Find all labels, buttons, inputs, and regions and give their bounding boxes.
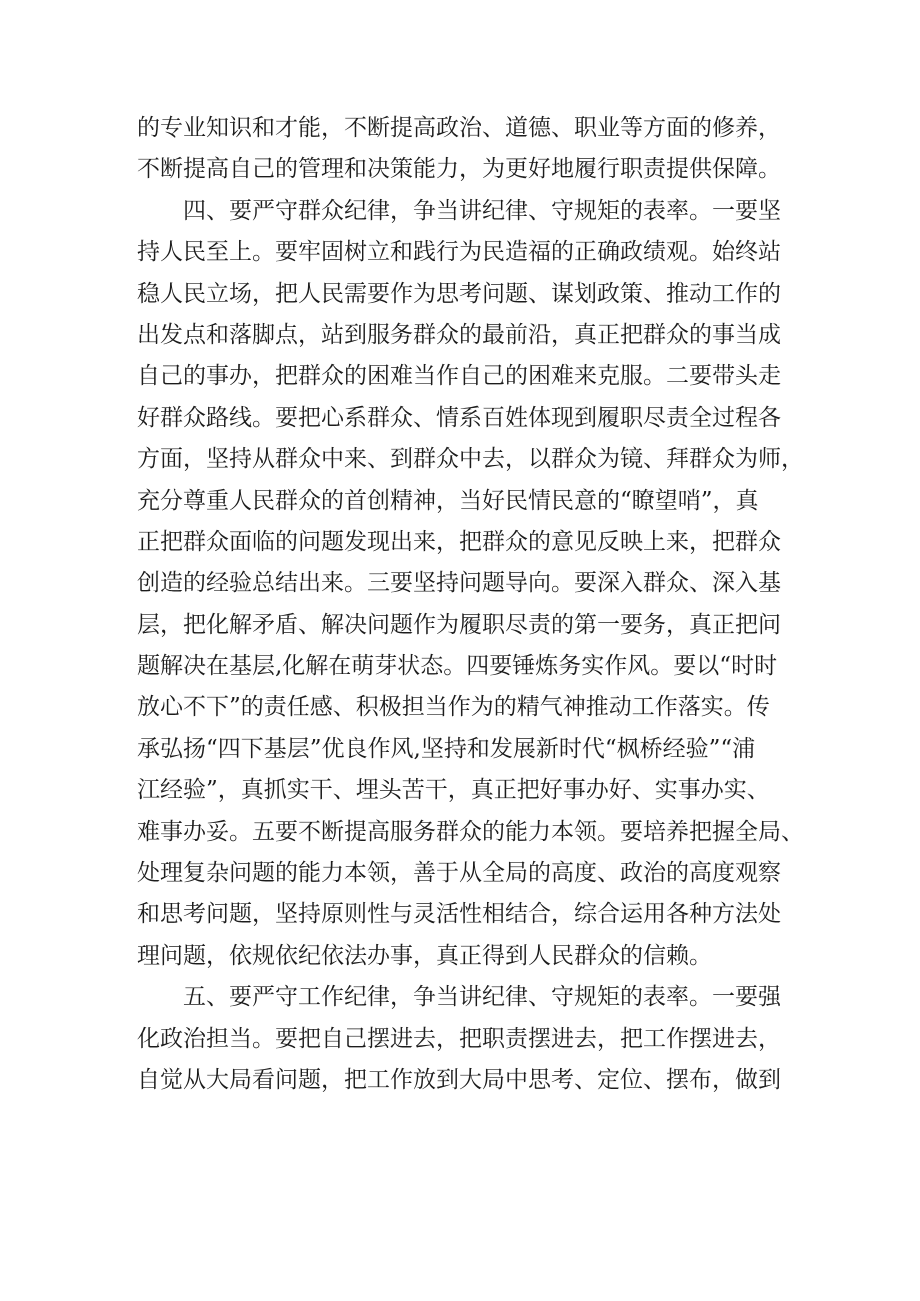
text-line: 出发点和落脚点，站到服务群众的最前沿，真正把群众的事当成: [137, 321, 781, 348]
text-line: 和思考问题，坚持原则性与灵活性相结合，综合运用各种方法处: [137, 901, 781, 928]
text-line: 自觉从大局看问题，把工作放到大局中思考、定位、摆布，做到: [137, 1066, 781, 1093]
paragraph-start-line: 五、要严守工作纪律，争当讲纪律、守规矩的表率。一要强: [137, 984, 781, 1011]
text-line: 理问题，依规依纪依法办事，真正得到人民群众的信赖。: [137, 942, 712, 969]
text-line: 难事办妥。五要不断提高服务群众的能力本领。要培养把握全局、: [137, 818, 804, 845]
text-line: 持人民至上。要牢固树立和践行为民造福的正确政绩观。始终站: [137, 239, 781, 266]
text-line: 化政治担当。要把自己摆进去，把职责摆进去，把工作摆进去，: [137, 1025, 781, 1052]
text-line: 正把群众面临的问题发现出来，把群众的意见反映上来，把群众: [137, 528, 781, 555]
text-line: 创造的经验总结出来。三要坚持问题导向。要深入群众、深入基: [137, 570, 781, 597]
text-line: 题解决在基层,化解在萌芽状态。四要锤炼务实作风。要以“时时: [137, 653, 778, 680]
text-line: 自己的事办，把群众的困难当作自己的困难来克服。二要带头走: [137, 363, 781, 390]
paragraph-start-line: 四、要严守群众纪律，争当讲纪律、守规矩的表率。一要坚: [137, 197, 781, 224]
body-text: [137, 108, 804, 1101]
text-line: 放心不下”的责任感、积极担当作为的精气神推动工作落实。传: [137, 694, 770, 721]
text-line: 层，把化解矛盾、解决问题作为履职尽责的第一要务，真正把问: [137, 611, 781, 638]
text-line: 承弘扬“四下基层”优良作风,坚持和发展新时代“枫桥经验”“浦: [137, 735, 756, 762]
text-line: 稳人民立场，把人民需要作为思考问题、谋划政策、推动工作的: [137, 280, 781, 307]
text-line: 不断提高自己的管理和决策能力，为更好地履行职责提供保障。: [137, 156, 781, 183]
text-line: 方面，坚持从群众中来、到群众中去，以群众为镜、拜群众为师，: [137, 446, 804, 473]
text-line: 好群众路线。要把心系群众、情系百姓体现到履职尽责全过程各: [137, 404, 781, 431]
text-line: 处理复杂问题的能力本领，善于从全局的高度、政治的高度观察: [137, 860, 781, 887]
text-line: 江经验”，真抓实干、埋头苦干，真正把好事办好、实事办实、: [137, 777, 770, 804]
text-line: 充分尊重人民群众的首创精神，当好民情民意的“瞭望哨”，真: [137, 487, 759, 514]
text-line: 的专业知识和才能，不断提高政治、道德、职业等方面的修养，: [137, 115, 781, 141]
